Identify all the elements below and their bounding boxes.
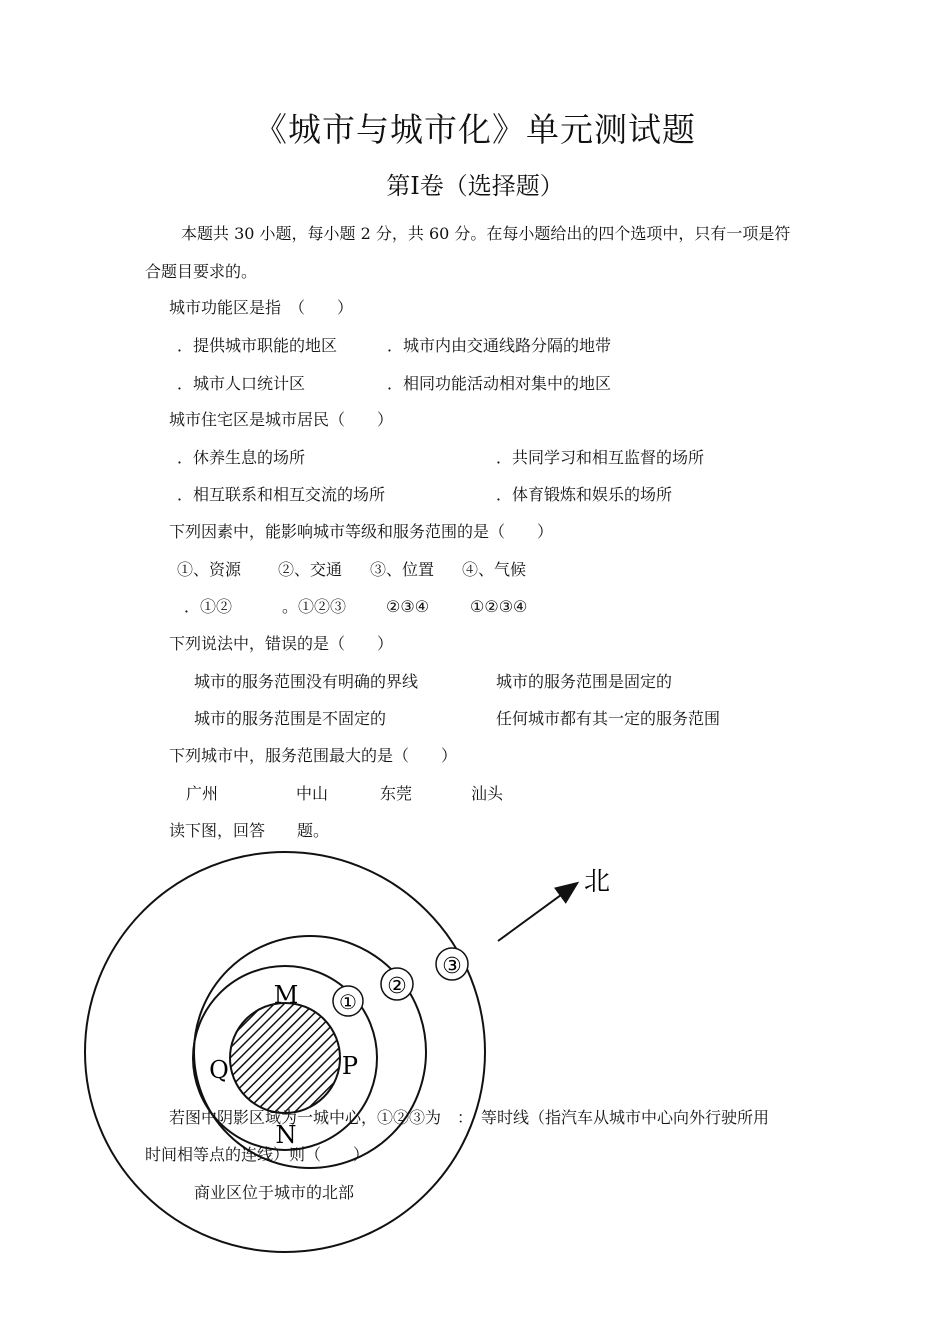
ring-3-label: ③ bbox=[442, 954, 462, 979]
point-m-label: M bbox=[273, 981, 299, 1009]
q3-option-c: ②③④ bbox=[386, 597, 430, 616]
ring-2-label: ② bbox=[387, 974, 407, 999]
q3-factor-1: ①、资源 bbox=[177, 560, 242, 579]
q6-stem-line-2: 时间相等点的连线）则（ ） bbox=[145, 1145, 370, 1164]
q4-stem: 下列说法中，错误的是（ ） bbox=[169, 634, 394, 653]
q4-option-d: 任何城市都有其一定的服务范围 bbox=[496, 709, 721, 728]
point-q-label: Q bbox=[209, 1056, 229, 1084]
north-arrow bbox=[498, 884, 576, 941]
q5-option-d: 汕头 bbox=[471, 784, 504, 803]
q3-option-b: 。①②③ bbox=[282, 597, 347, 616]
q3-factor-4: ④、气候 bbox=[462, 560, 527, 579]
q6-stem-line-1: 若图中阴影区域为一城中心，①②③为 ： 等时线（指汽车从城市中心向外行驶所用 bbox=[169, 1108, 770, 1127]
intro-line-2: 合题目要求的。 bbox=[145, 262, 258, 281]
q1-option-a: ．提供城市职能的地区 bbox=[177, 336, 338, 355]
q4-option-c: 城市的服务范围是不固定的 bbox=[194, 709, 387, 728]
section-subtitle: 第Ⅰ卷（选择题） bbox=[386, 172, 564, 200]
q3-factor-3: ③、位置 bbox=[370, 560, 435, 579]
q2-option-b: ．共同学习和相互监督的场所 bbox=[496, 448, 705, 467]
q4-option-b: 城市的服务范围是固定的 bbox=[496, 672, 673, 691]
q3-stem: 下列因素中，能影响城市等级和服务范围的是（ ） bbox=[169, 522, 554, 541]
point-n-label: N bbox=[275, 1121, 297, 1149]
point-p-label: P bbox=[341, 1052, 359, 1080]
q2-option-c: ．相互联系和相互交流的场所 bbox=[177, 485, 386, 504]
q6-option-a: 商业区位于城市的北部 bbox=[194, 1183, 355, 1202]
q1-option-d: ．相同功能活动相对集中的地区 bbox=[387, 374, 612, 393]
q3-option-a: ．①② bbox=[184, 597, 233, 616]
page-title: 《城市与城市化》单元测试题 bbox=[254, 110, 696, 149]
north-label: 北 bbox=[584, 867, 611, 897]
q5-option-b: 中山 bbox=[296, 784, 329, 803]
q5-stem: 下列城市中，服务范围最大的是（ ） bbox=[169, 746, 458, 765]
q2-option-a: ．休养生息的场所 bbox=[177, 448, 306, 467]
q3-option-d: ①②③④ bbox=[470, 597, 528, 616]
q4-option-a: 城市的服务范围没有明确的界线 bbox=[194, 672, 419, 691]
ring-1-label: ① bbox=[339, 990, 357, 1014]
q5-option-c: 东莞 bbox=[380, 784, 413, 803]
q1-option-c: ．城市人口统计区 bbox=[177, 374, 306, 393]
q2-stem: 城市住宅区是城市居民（ ） bbox=[169, 410, 394, 429]
q1-option-b: ．城市内由交通线路分隔的地带 bbox=[387, 336, 612, 355]
q5-option-a: 广州 bbox=[186, 784, 219, 803]
intro-line-1: 本题共 30 小题，每小题 2 分，共 60 分。在每小题给出的四个选项中，只有一项是符 bbox=[181, 224, 791, 243]
q2-option-d: ．体育锻炼和娱乐的场所 bbox=[496, 485, 673, 504]
city-center-shaded-area bbox=[230, 1003, 340, 1113]
q3-factor-2: ②、交通 bbox=[278, 560, 343, 579]
read-figure-prompt: 读下图，回答 题。 bbox=[169, 821, 330, 840]
q1-stem: 城市功能区是指 （ ） bbox=[169, 298, 354, 317]
